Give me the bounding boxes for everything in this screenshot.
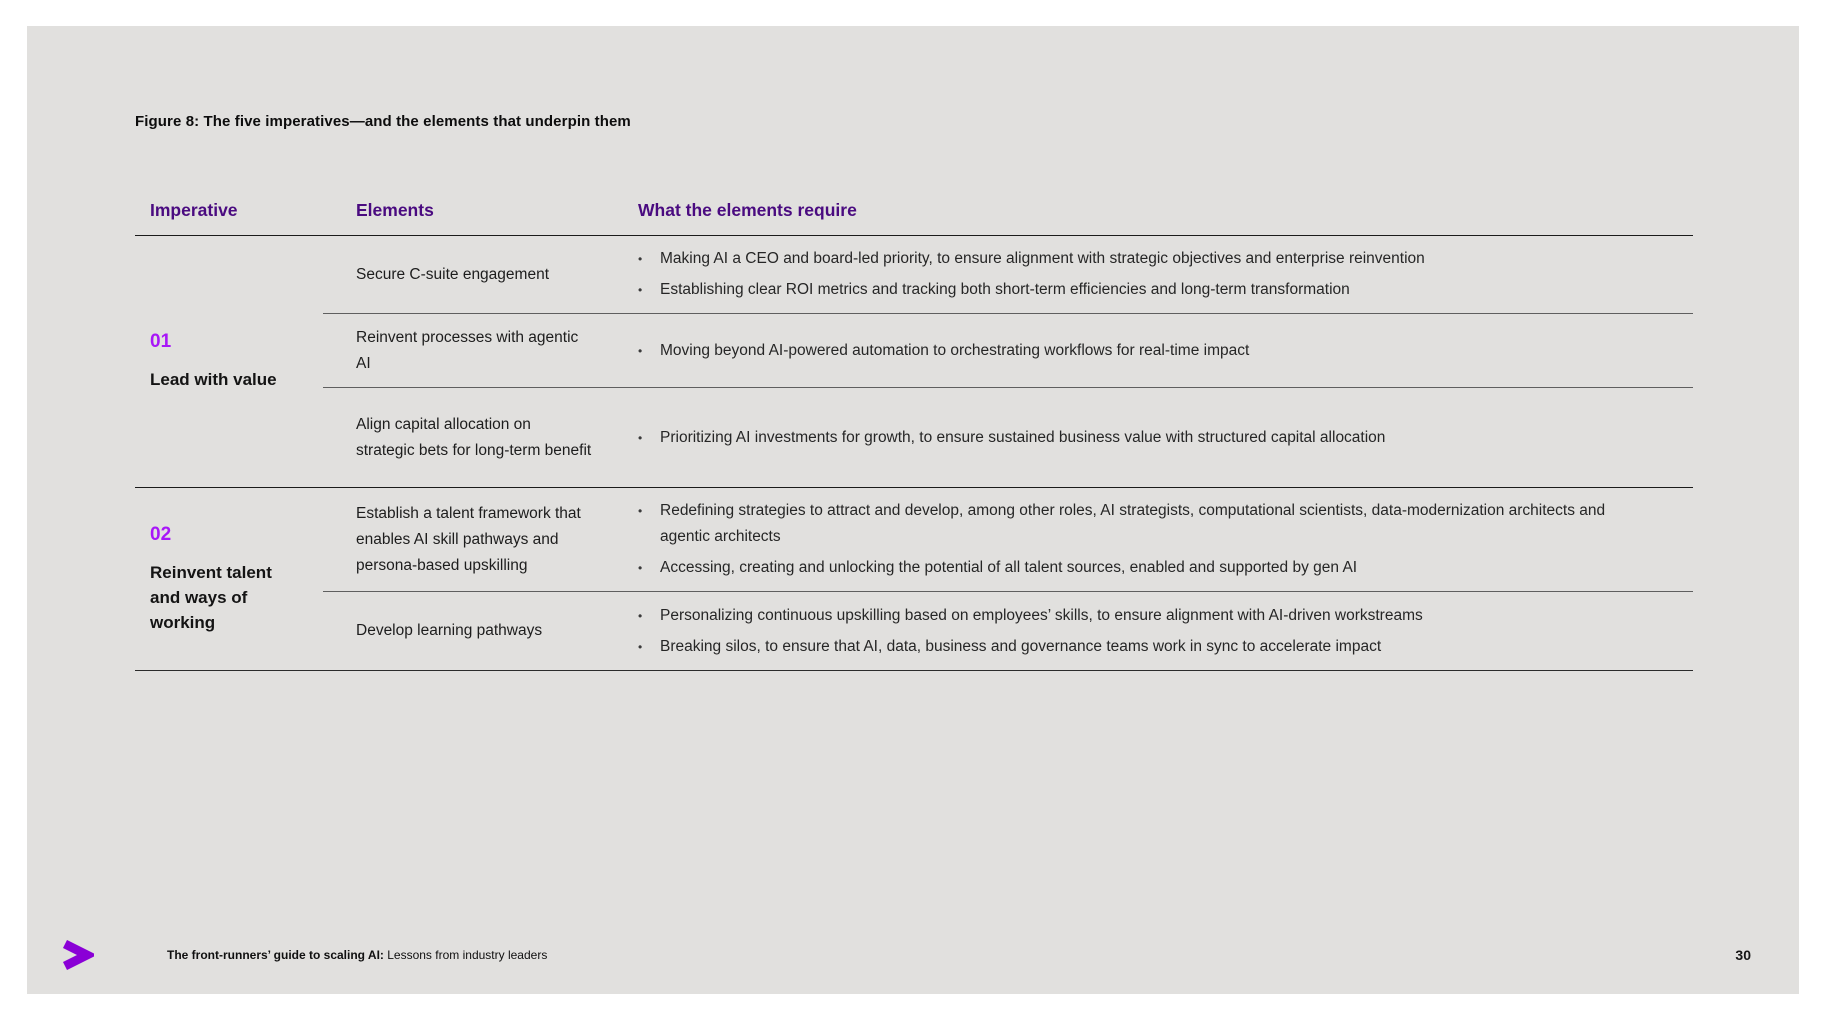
bullet-marker-icon: • bbox=[638, 343, 643, 358]
bullet-marker-icon: • bbox=[638, 504, 643, 518]
element-cell: Reinvent processes with agentic AI bbox=[356, 328, 579, 372]
bullet-item bbox=[638, 338, 1633, 364]
bullet-item bbox=[638, 246, 1633, 272]
imperative-group-01 bbox=[135, 236, 1693, 487]
footer-report-title bbox=[167, 948, 547, 962]
bullet-item bbox=[638, 277, 1633, 303]
imperative-number: 01 bbox=[150, 331, 172, 352]
bullet-item bbox=[638, 498, 1633, 550]
footer-title-bold: The front-runners’ guide to scaling AI: bbox=[167, 948, 384, 962]
bullet-text: Breaking silos, to ensure that AI, data, business and governance teams work in sync to accelerate impact bbox=[660, 637, 1382, 655]
bullet-marker-icon: • bbox=[638, 561, 643, 575]
requirement-bullets bbox=[623, 236, 1693, 313]
bullet-marker-icon: • bbox=[638, 639, 643, 654]
bullet-text: Personalizing continuous upskilling based on employees’ skills, to ensure alignment with AI-driven workstreams bbox=[660, 606, 1423, 624]
bullet-marker-icon: • bbox=[638, 283, 643, 297]
bullet-marker-icon: • bbox=[638, 252, 643, 266]
element-cell: Establish a talent framework that enables AI skill pathways and persona-based upskilling bbox=[356, 504, 581, 574]
figure-title: Figure 8: The five imperatives—and the elements that underpin them bbox=[135, 113, 631, 130]
element-rows bbox=[323, 236, 1693, 487]
bullet-item bbox=[638, 603, 1633, 629]
element-cell: Secure C-suite engagement bbox=[356, 265, 550, 283]
bullet-item bbox=[638, 555, 1633, 581]
element-row bbox=[323, 387, 1693, 487]
imperative-name: Reinvent talent and ways of working bbox=[150, 562, 272, 632]
bullet-text: Prioritizing AI investments for growth, to ensure sustained business value with structured capital allocation bbox=[660, 428, 1386, 446]
requirement-bullets bbox=[623, 388, 1693, 487]
bullet-item bbox=[638, 634, 1633, 660]
header-requirements: What the elements require bbox=[638, 200, 857, 220]
imperative-name: Lead with value bbox=[150, 370, 277, 389]
bullet-text: Accessing, creating and unlocking the potential of all talent sources, enabled and supported by gen AI bbox=[660, 559, 1358, 576]
header-imperative: Imperative bbox=[150, 200, 238, 220]
bullet-marker-icon: • bbox=[638, 608, 643, 623]
element-row bbox=[323, 313, 1693, 387]
imperatives-table bbox=[135, 200, 1693, 671]
bullet-text: Establishing clear ROI metrics and tracking both short-term efficiencies and long-term transformation bbox=[660, 281, 1350, 298]
imperative-number: 02 bbox=[150, 523, 172, 545]
element-row bbox=[323, 236, 1693, 313]
footer-title-rest: Lessons from industry leaders bbox=[383, 948, 548, 962]
bullet-text: Redefining strategies to attract and develop, among other roles, AI strategists, computational scientists, data-modernization architects and agentic architects bbox=[660, 502, 1606, 545]
element-cell: Align capital allocation on strategic bets for long-term benefit bbox=[356, 415, 592, 459]
imperative-cell bbox=[135, 488, 323, 670]
bullet-text: Making AI a CEO and board-led priority, to ensure alignment with strategic objectives and enterprise reinvention bbox=[660, 250, 1425, 267]
accenture-logo-icon bbox=[60, 940, 94, 970]
element-rows bbox=[323, 488, 1693, 670]
slide-background bbox=[27, 26, 1799, 994]
bullet-text: Moving beyond AI-powered automation to orchestrating workflows for real-time impact bbox=[660, 341, 1250, 359]
element-row bbox=[323, 488, 1693, 591]
element-row bbox=[323, 591, 1693, 670]
requirement-bullets bbox=[623, 488, 1693, 591]
bullet-marker-icon: • bbox=[638, 430, 643, 445]
imperative-group-02 bbox=[135, 487, 1693, 670]
imperative-cell bbox=[135, 236, 323, 487]
requirement-bullets bbox=[623, 314, 1693, 387]
bullet-item bbox=[638, 425, 1633, 451]
table-header-row bbox=[135, 200, 1693, 236]
element-cell: Develop learning pathways bbox=[356, 622, 543, 639]
footer bbox=[60, 940, 1751, 970]
header-elements: Elements bbox=[356, 200, 434, 220]
page-number: 30 bbox=[1735, 947, 1751, 963]
requirement-bullets bbox=[623, 592, 1693, 670]
